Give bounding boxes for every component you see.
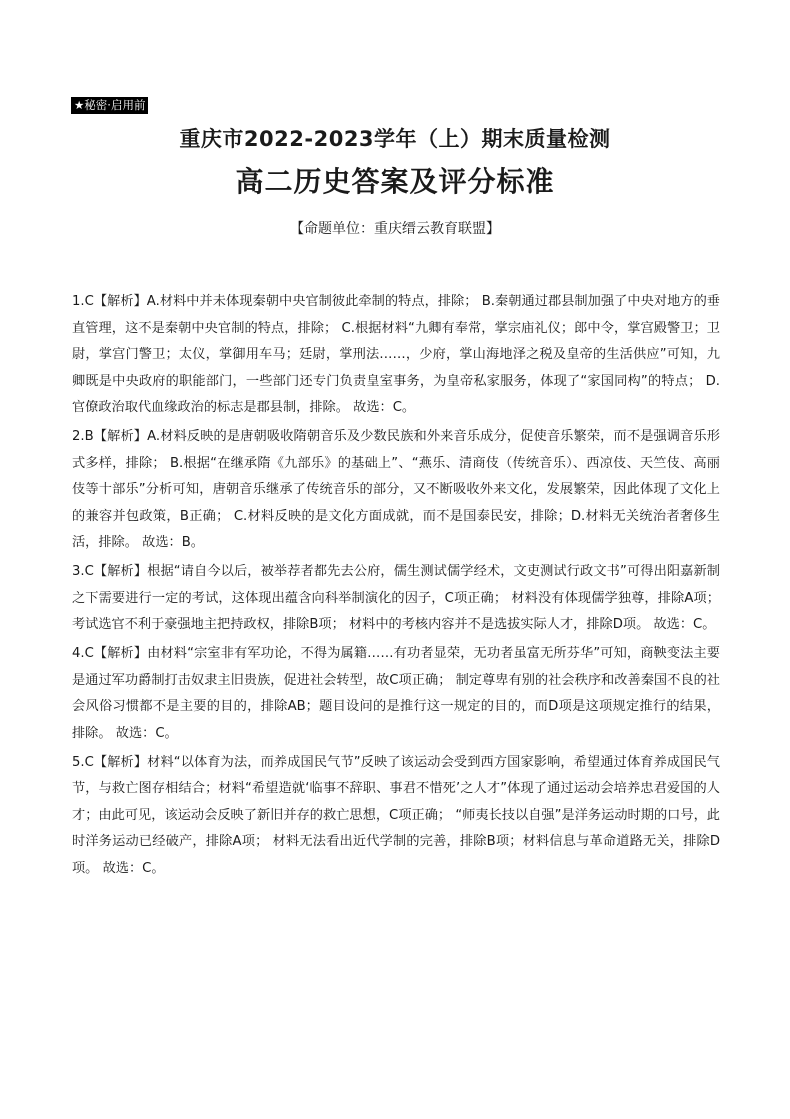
answer-text: C【解析】A.材料中并未体现秦朝中央官制彼此牵制的特点，排除； B.秦朝通过郡县制加强了中央对地方的垂直管理，这不是秦朝中央官制的特点，排除； C.根据材料“九卿有奉常，掌宗庙礼仪；郎中令，掌宫殿警卫；卫尉，掌宫门警卫；太仪，掌御用车马；廷尉，掌刑法……，少府，掌山海地泽之税及皇帝的生活供应”可知，九卿既是中央政府的职能部门，一些部门还专门负责皇室事务，为皇帝私家服务，体现了“家国同构”的特点； D.官僚政治取代血缘政治的标志是郡县制，排除。 故选：C。 — [72, 294, 720, 415]
answer-item-4 — [72, 641, 720, 747]
answer-text: C【解析】由材料“宗室非有军功论，不得为属籍……有功者显荣，无功者虽富无所芬华”可知，商鞅变法主要是通过军功爵制打击奴隶主旧贵族，促进社会转型，故C项正确； 制定尊卑有别的社会秩序和改善秦国不良的社会风俗习惯都不是主要的目的，排除AB；题目设问的是推行这一规定的目的，而D项是这项规定推行的结果，排除。 故选：C。 — [72, 646, 720, 741]
document-title: 高二历史答案及评分标准 — [235, 165, 555, 198]
answer-number: 5. — [72, 754, 85, 770]
answer-text: B【解析】A.材料反映的是唐朝吸收隋朝音乐及少数民族和外来音乐成分，促使音乐繁荣，而不是强调音乐形式多样，排除； B.根据“在继承隋《九部乐》的基础上”、“燕乐、清商伎（传统音乐）、西凉伎、天竺伎、高丽伎等十部乐”分析可知，唐朝音乐继承了传统音乐的部分，又不断吸收外来文化，发展繁荣，因此体现了文化上的兼容并包政策，B正确； C.材料反映的是文化方面成就，而不是国泰民安，排除；D.材料无关统治者奢侈生活，排除。 故选：B。 — [72, 429, 720, 550]
answer-number: 4. — [72, 646, 85, 661]
issuer-line: 【命题单位：重庆缙云教育联盟】 — [290, 221, 500, 237]
answer-item-2 — [72, 424, 720, 557]
answer-text: C【解析】根据“请自今以后，被举荐者都先去公府，儒生测试儒学经术，文吏测试行政文书”可得出阳嘉新制之下需要进行一定的考试，这体现出蕴含向科举制演化的因子，C项正确； 材料没有体现儒学独尊，排除A项； 考试选官不利于豪强地主把持政权，排除B项； 材料中的考核内容并不是选拔实际人才，排除D项。 故选：C。 — [72, 564, 720, 632]
answer-number: 3. — [72, 564, 85, 579]
answer-item-3 — [72, 559, 720, 639]
exam-title: 重庆市2022-2023学年（上）期末质量检测 — [179, 127, 611, 151]
secret-label: ★秘密·启用前 — [71, 97, 148, 114]
answer-number: 2. — [72, 429, 85, 444]
answer-number: 1. — [72, 294, 85, 309]
answer-item-5 — [72, 750, 720, 883]
answer-item-1 — [72, 289, 720, 422]
answer-text: C【解析】材料“以体育为法，而养成国民气节”反映了该运动会受到西方国家影响，希望通过体育养成国民气节，与救亡图存相结合；材料“希望造就‘临事不辞职、事君不惜死’之人才”体现了通过运动会培养忠君爱国的人才；由此可见，该运动会反映了新旧并存的救亡思想，C项正确； “师夷长技以自强”是洋务运动时期的口号，此时洋务运动已经破产，排除A项； 材料无法看出近代学制的完善，排除B项；材料信息与革命道路无关，排除D项。 故选：C。 — [72, 754, 720, 876]
answer-list — [72, 289, 720, 885]
